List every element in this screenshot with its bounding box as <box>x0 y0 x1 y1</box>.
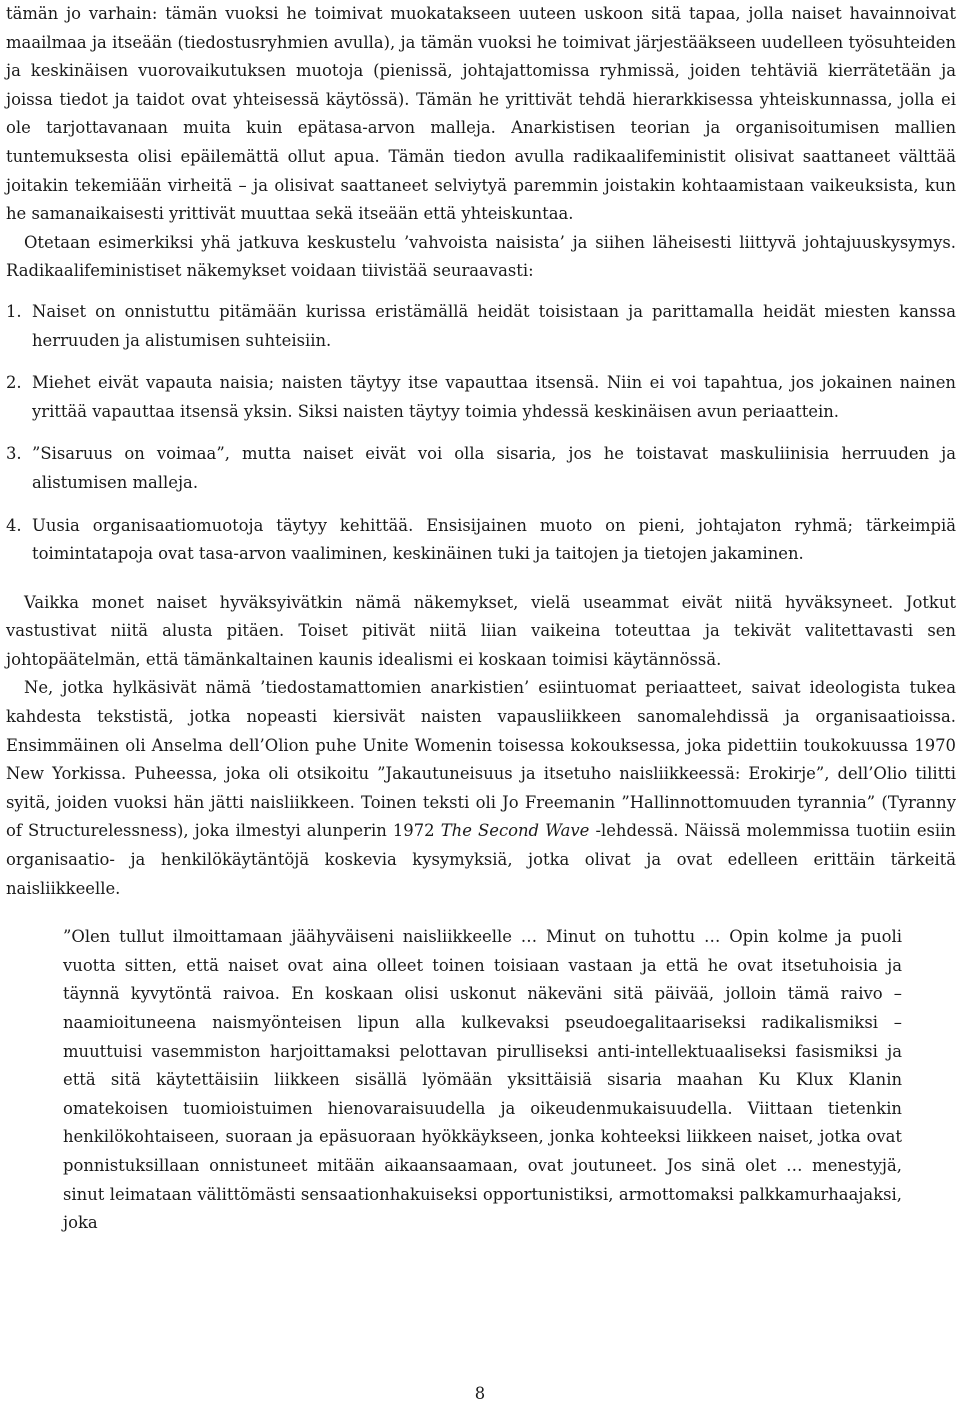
list-item <box>6 440 956 497</box>
list-item-number: 2. <box>6 373 22 393</box>
numbered-list <box>6 298 956 569</box>
list-item <box>6 512 956 569</box>
paragraph-texts-part-2: -lehdessä. Näissä molemmissa tuotiin esiin organisaatio- ja henkilökäytäntöjä koskevia kysymyksiä, jotka olivat ja ovat edelleen erittäin tärkeitä naisliikkeelle. <box>6 821 956 898</box>
list-item-number: 4. <box>6 515 22 535</box>
paragraph-continuation: tämän jo varhain: tämän vuoksi he toimivat muokatakseen uuteen uskoon sitä tapaa, jolla naiset havainnoivat maailmaa ja itseään (tiedostusryhmien avulla), ja tämän vuoksi he toimivat järjestääkseen uudelleen työsuhteiden ja keskinäisen vuorovaikutuksen muotoja (pienissä, johtajattomissa ryhmissä, joiden tehtäviä kierrätetään ja joissa tiedot ja taidot ovat yhteisessä käytössä). Tämän he yrittivät tehdä hierarkkisessa yhteiskunnassa, jolla ei ole tarjottavanaan muita kuin epätasa-arvon malleja. Anarkistisen teorian ja organisoitumisen mallien tuntemuksesta olisi epäilemättä ollut apua. Tämän tiedon avulla radikaalifeministit olisivat saattaneet välttää joitakin tekemiään virheitä – ja olisivat saattaneet selviytyä paremmin joistakin kohtaamistaan vaikeuksista, kun he samanaikaisesti yrittivät muuttaa sekä itseään että yhteiskuntaa. <box>6 4 956 224</box>
quote-text: ”Olen tullut ilmoittamaan jäähyväiseni naisliikkeelle … Minut on tuhottu … Opin kolme ja puoli vuotta sitten, että naiset ovat aina olleet toinen toisiaan vastaan ja että he ovat itsetuhoisia ja täynnä kyvytöntä raivoa. En koskaan olisi uskonut näkeväni sitä päivää, jolloin tämä raivo – naamioituneena naismyönteisen lipun alla kulkevaksi pseudoegalitaariseksi radikalismiksi – muuttuisi vasemmiston harjoittamaksi pelottavan pirulliseksi anti-intellektuaaliseksi fasismiksi ja että sitä käytettäisiin liikkeen sisällä lyömään yksittäisiä sisaria maahan Ku Klux Klanin omatekoisen tuomioistuimen hienovaraisuudella ja oikeudenmukaisuudella. Viittaan tietenkin henkilökohtaiseen, suoraan ja epäsuoraan hyökkäykseen, jonka kohteeksi liikkeen naiset, jotka ovat ponnistuksillaan onnistuneet mitään aikaansaamaan, ovat joutuneet. Jos sinä olet … menestyjä, sinut leimataan välittömästi sensaationhakuiseksi opportunistiksi, armottomaksi palkkamurhaajaksi, joka <box>63 927 902 1233</box>
list-item-number: 1. <box>6 301 22 321</box>
block-quote <box>6 923 956 1238</box>
list-item-number: 3. <box>6 444 22 464</box>
list-item-text: ”Sisaruus on voimaa”, mutta naiset eivät voi olla sisaria, jos he toistavat maskuliinisia herruuden ja alistumisen malleja. <box>32 444 956 492</box>
list-item <box>6 298 956 355</box>
paragraph-texts-part-1: Ne, jotka hylkäsivät nämä ’tiedostamattomien anarkistien’ esiintuomat periaatteet, saivat ideologista tukea kahdesta tekstistä, jotka nopeasti kiersivät naisten vapausliikkeen sanomalehdissä ja organisaatioissa. Ensimmäinen oli Anselma dell’Olion puhe Unite Womenin toisessa kokouksessa, joka pidettiin toukokuussa 1970 New Yorkissa. Puheessa, joka oli otsikoitu ”Jakautuneisuus ja itsetuho naisliikkeessä: Erokirje”, dell’Olio tilitti syitä, joiden vuoksi hän jätti naisliikkeen. Toinen teksti oli Jo Freemanin ”Hallinnottomuuden tyrannia” (Tyranny of Structurelessness), joka ilmestyi alunperin 1972 <box>6 678 956 841</box>
paragraph-texts <box>6 674 956 903</box>
list-item <box>6 369 956 426</box>
document-page <box>6 0 956 1238</box>
list-item-text: Naiset on onnistuttu pitämään kurissa eristämällä heidät toisistaan ja parittamalla heidät miesten kanssa herruuden ja alistumisen suhteisiin. <box>32 301 956 350</box>
list-item-text: Miehet eivät vapauta naisia; naisten täytyy itse vapauttaa itsensä. Niin ei voi tapahtua, jos jokainen nainen yrittää vapauttaa itsensä yksin. Siksi naisten täytyy toimia yhdessä keskinäisen avun periaattein. <box>32 373 956 421</box>
paragraph-reception: Vaikka monet naiset hyväksyivätkin nämä näkemykset, vielä useammat eivät niitä hyväksyneet. Jotkut vastustivat niitä alusta pitäen. Toiset pitivät niitä liian vaikeina toteuttaa ja tekivät valitettavasti sen johtopäätelmän, että tämänkaltainen kaunis idealismi ei koskaan toimisi käytännössä. <box>6 592 956 669</box>
paragraph-example: Otetaan esimerkiksi yhä jatkuva keskustelu ’vahvoista naisista’ ja siihen läheisesti liittyvä johtajuuskysymys. Radikaalifeministiset näkemykset voidaan tiivistää seuraavasti: <box>6 232 956 281</box>
publication-title: The Second Wave <box>440 821 590 841</box>
list-item-text: Uusia organisaatiomuotoja täytyy kehittää. Ensisijainen muoto on pieni, johtajaton ryhmä; tärkeimpiä toimintatapoja ovat tasa-arvon vaaliminen, keskinäinen tuki ja taitojen ja tietojen jakaminen. <box>32 515 956 564</box>
page-number: 8 <box>474 1384 486 1403</box>
